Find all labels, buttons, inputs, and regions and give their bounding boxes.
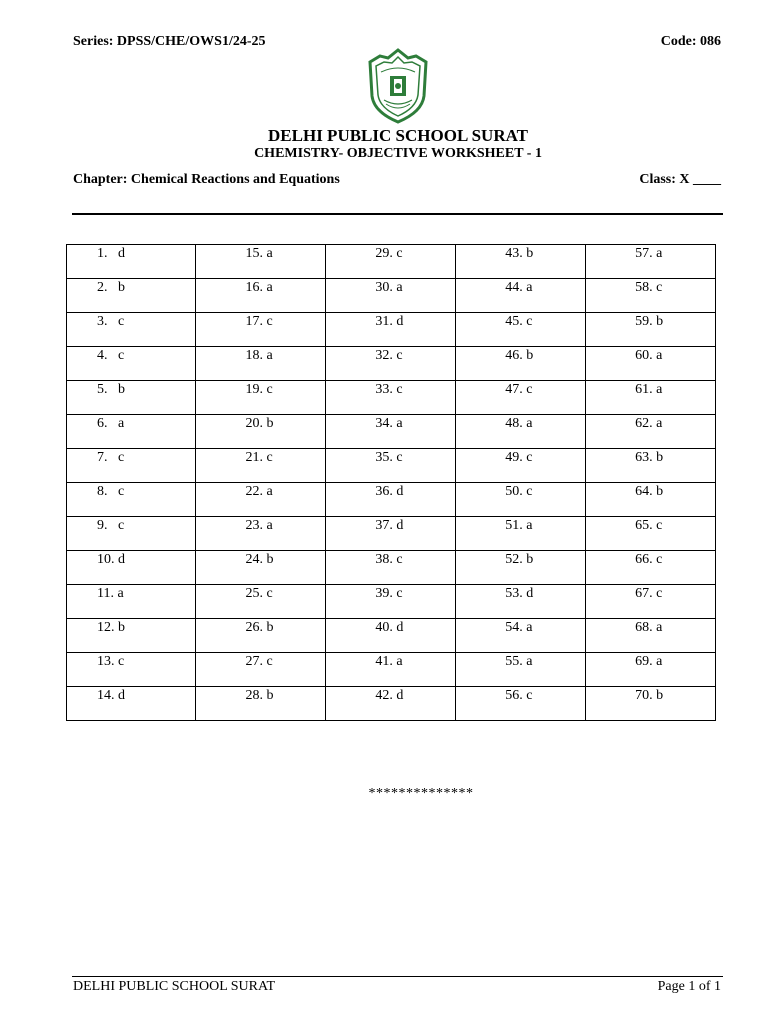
answer-cell [326,449,456,483]
answer-cell [456,313,586,347]
answer-text: 20. b [245,416,274,431]
answer-cell [586,313,716,347]
answer-text: 11. a [97,586,124,601]
answer-text: 35. c [375,450,403,465]
answer-cell [67,687,196,721]
answer-cell [67,449,196,483]
answer-text: 51. a [505,518,533,533]
answer-text: 37. d [375,518,404,533]
answer-text: 64. b [635,484,664,499]
table-row [67,313,716,347]
answer-cell [196,313,326,347]
answer-text: 1. d [97,246,125,261]
answer-text: 4. c [97,348,125,363]
answer-cell [326,381,456,415]
answer-text: 65. c [635,518,663,533]
answer-text: 15. a [245,246,273,261]
answer-cell [196,415,326,449]
table-row [67,279,716,313]
answer-text: 59. b [635,314,664,329]
answer-cell [326,245,456,279]
table-row [67,347,716,381]
answer-cell [326,619,456,653]
answer-cell [196,449,326,483]
answer-text: 58. c [635,280,663,295]
answer-cell [586,449,716,483]
answer-cell [586,653,716,687]
answer-cell [67,313,196,347]
answer-text: 24. b [245,552,274,567]
answer-text: 38. c [375,552,403,567]
answer-text: 27. c [245,654,273,669]
answer-text: 22. a [245,484,273,499]
answer-cell [456,279,586,313]
series-code: Series: DPSS/CHE/OWS1/24-25 [73,34,266,49]
class-label: Class: X ____ [639,172,721,187]
answer-cell [67,483,196,517]
answer-cell [326,279,456,313]
answer-text: 66. c [635,552,663,567]
answer-text: 42. d [375,688,404,703]
table-row [67,415,716,449]
answer-text: 13. c [97,654,125,669]
answer-text: 46. b [505,348,534,363]
answer-cell [586,517,716,551]
answer-text: 43. b [505,246,534,261]
answer-text: 47. c [505,382,533,397]
footer-school: DELHI PUBLIC SCHOOL SURAT [73,979,276,994]
answer-text: 48. a [505,416,533,431]
answer-cell [67,381,196,415]
chapter-title: Chapter: Chemical Reactions and Equations [73,172,340,187]
answer-text: 44. a [505,280,533,295]
answer-cell [67,653,196,687]
answer-cell [456,517,586,551]
answer-cell [586,687,716,721]
answer-text: 19. c [245,382,273,397]
answer-text: 61. a [635,382,663,397]
answer-text: 32. c [375,348,403,363]
answer-cell [196,347,326,381]
answer-text: 10. d [97,552,125,567]
answer-cell [67,517,196,551]
answer-cell [456,415,586,449]
answer-text: 63. b [635,450,664,465]
answer-text: 49. c [505,450,533,465]
answer-cell [456,619,586,653]
answer-text: 70. b [635,688,664,703]
answer-cell [586,245,716,279]
answer-cell [456,449,586,483]
table-row [67,653,716,687]
answer-text: 54. a [505,620,533,635]
answer-cell [67,245,196,279]
answer-cell [456,381,586,415]
answer-text: 33. c [375,382,403,397]
answer-cell [196,483,326,517]
answer-cell [586,279,716,313]
answer-cell [326,347,456,381]
answer-text: 7. c [97,450,125,465]
answer-cell [67,551,196,585]
answer-cell [586,619,716,653]
answer-text: 25. c [245,586,273,601]
table-row [67,551,716,585]
answer-cell [456,687,586,721]
answer-text: 39. c [375,586,403,601]
answer-cell [586,483,716,517]
subject-code: Code: 086 [660,34,721,49]
answer-cell [196,381,326,415]
answer-cell [456,585,586,619]
answer-text: 67. c [635,586,663,601]
answer-text: 57. a [635,246,663,261]
header-divider [72,213,723,215]
answer-cell [67,619,196,653]
table-row [67,585,716,619]
answer-key-table [66,244,716,721]
answer-cell [67,415,196,449]
answer-text: 69. a [635,654,663,669]
answer-text: 16. a [245,280,273,295]
table-row [67,245,716,279]
table-row [67,381,716,415]
answer-cell [326,585,456,619]
worksheet-title: CHEMISTRY- OBJECTIVE WORKSHEET - 1 [254,146,542,161]
footer-divider [72,976,723,977]
answer-text: 45. c [505,314,533,329]
answer-text: 28. b [245,688,274,703]
answer-cell [196,245,326,279]
answer-text: 21. c [245,450,273,465]
answer-text: 18. a [245,348,273,363]
answer-text: 2. b [97,280,125,295]
answer-cell [586,381,716,415]
answer-text: 6. a [97,416,125,431]
answer-cell [326,415,456,449]
answer-cell [456,245,586,279]
table-row [67,449,716,483]
answer-cell [326,653,456,687]
answer-text: 29. c [375,246,403,261]
table-row [67,483,716,517]
answer-text: 9. c [97,518,125,533]
table-row [67,619,716,653]
answer-text: 17. c [245,314,273,329]
answer-text: 68. a [635,620,663,635]
answer-text: 50. c [505,484,533,499]
answer-cell [196,653,326,687]
answer-cell [326,551,456,585]
answer-text: 41. a [375,654,403,669]
answer-text: 40. d [375,620,404,635]
answer-cell [456,483,586,517]
table-row [67,517,716,551]
answer-cell [326,687,456,721]
answer-text: 36. d [375,484,404,499]
answer-text: 56. c [505,688,533,703]
school-name: DELHI PUBLIC SCHOOL SURAT [268,126,528,145]
answer-text: 31. d [375,314,404,329]
answer-cell [196,279,326,313]
answer-text: 23. a [245,518,273,533]
answer-cell [196,687,326,721]
answer-text: 8. c [97,484,125,499]
answer-text: 60. a [635,348,663,363]
answer-text: 52. b [505,552,534,567]
answer-text: 26. b [245,620,274,635]
answer-cell [67,585,196,619]
page-number: Page 1 of 1 [657,979,721,994]
answer-text: 53. d [505,586,534,601]
answer-text: 5. b [97,382,125,397]
answer-cell [456,347,586,381]
answer-cell [326,517,456,551]
answer-cell [67,347,196,381]
answer-cell [67,279,196,313]
answer-text: 55. a [505,654,533,669]
end-marker: ************** [368,786,474,801]
answer-cell [586,415,716,449]
answer-cell [196,551,326,585]
answer-text: 30. a [375,280,403,295]
answer-text: 3. c [97,314,125,329]
answer-cell [326,483,456,517]
answer-cell [196,585,326,619]
answer-cell [196,517,326,551]
answer-text: 14. d [97,688,125,703]
answer-text: 12. b [97,620,125,635]
answer-text: 34. a [375,416,403,431]
answer-cell [326,313,456,347]
answer-cell [586,585,716,619]
answer-cell [456,551,586,585]
answer-cell [456,653,586,687]
school-crest-icon [366,48,430,124]
answer-cell [586,347,716,381]
answer-cell [196,619,326,653]
answer-text: 62. a [635,416,663,431]
answer-cell [586,551,716,585]
table-row [67,687,716,721]
